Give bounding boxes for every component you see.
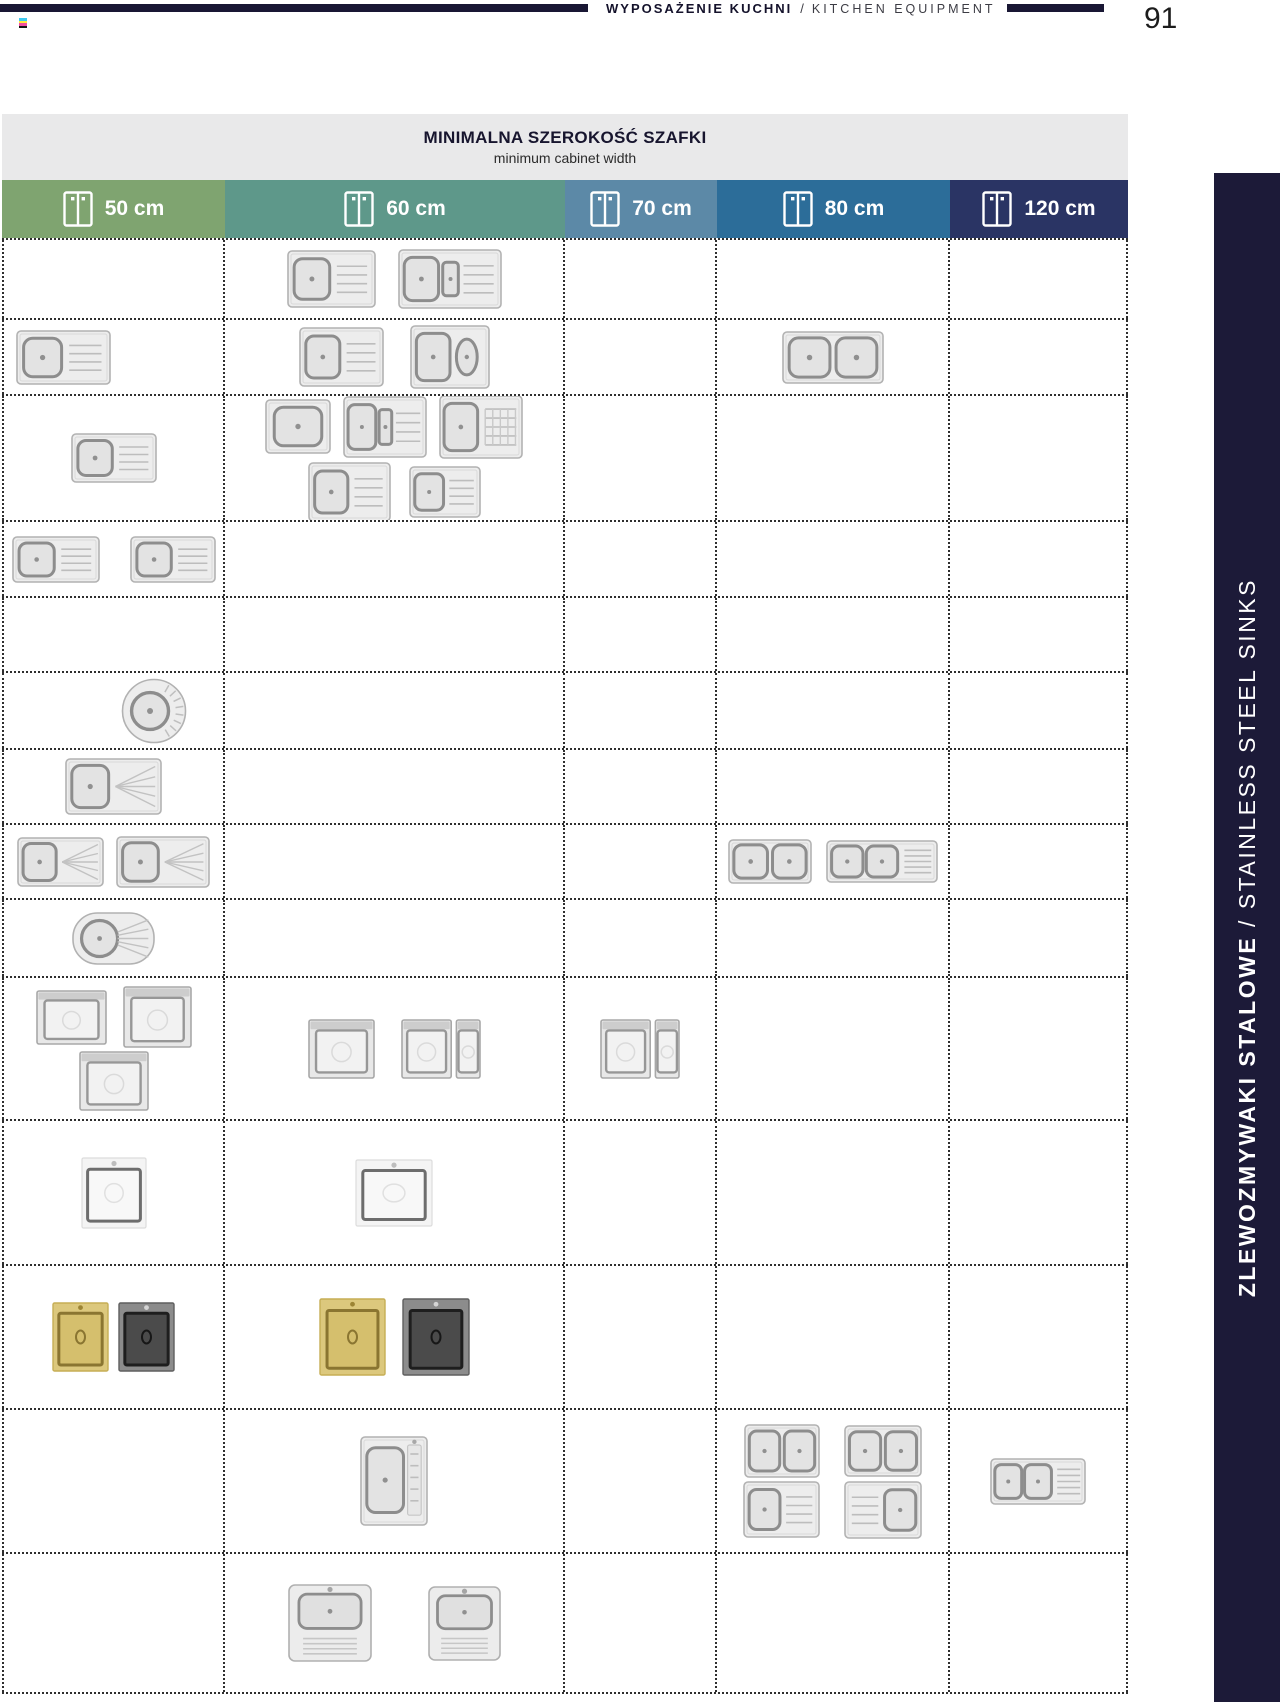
table-row	[2, 900, 1128, 978]
cell-r9-80cm	[717, 900, 950, 976]
cell-r14-60cm	[225, 1554, 565, 1692]
cell-r5-60cm	[225, 598, 565, 671]
cell-r10-120cm	[950, 978, 1128, 1119]
cell-r4-70cm	[565, 522, 717, 596]
table-row	[2, 750, 1128, 825]
sink-vert-board-image	[288, 1584, 372, 1662]
sink-bowl-drainer-image	[16, 330, 111, 385]
sink-line	[79, 1051, 149, 1111]
cell-r9-50cm	[2, 900, 225, 976]
table-row	[2, 1266, 1128, 1410]
cell-r9-120cm	[950, 900, 1128, 976]
cell-r9-60cm	[225, 900, 565, 976]
sink-bowl-image	[265, 399, 331, 454]
cell-r2-80cm	[717, 320, 950, 394]
column-header-label: 120 cm	[1024, 197, 1096, 220]
sink-bowl15-image	[410, 325, 490, 389]
cell-r13-60cm	[225, 1410, 565, 1552]
cell-r7-60cm	[225, 750, 565, 823]
header-title-en: KITCHEN EQUIPMENT	[811, 1, 996, 16]
cell-r13-50cm	[2, 1410, 225, 1552]
cell-r8-80cm	[717, 825, 950, 898]
table-row	[2, 396, 1128, 522]
cell-r5-120cm	[950, 598, 1128, 671]
cabinet-icon	[783, 191, 813, 227]
sink-line	[287, 249, 502, 309]
cell-r8-120cm	[950, 825, 1128, 898]
sidebar-vertical-text	[1234, 578, 1261, 1297]
cell-r1-70cm	[565, 240, 717, 318]
sink-bowl-drainer-image	[71, 433, 157, 483]
cell-r7-120cm	[950, 750, 1128, 823]
header-rule-left	[0, 4, 588, 12]
sink-line	[265, 396, 523, 459]
sink-square-black-image	[118, 1302, 175, 1372]
sink-line	[728, 839, 938, 884]
sink-line	[12, 536, 216, 583]
cell-r6-120cm	[950, 673, 1128, 748]
column-header-70cm	[565, 180, 717, 238]
sink-line	[299, 325, 490, 389]
cell-r13-80cm	[717, 1410, 950, 1552]
sink-bowl-drainer-image	[12, 536, 100, 583]
column-header-50cm	[2, 180, 225, 238]
cell-r13-70cm	[565, 1410, 717, 1552]
table-row	[2, 320, 1128, 396]
table-row	[2, 598, 1128, 673]
cell-r10-70cm	[565, 978, 717, 1119]
cell-r4-60cm	[225, 522, 565, 596]
table-row	[2, 522, 1128, 598]
sink-vert-side-drain-image	[360, 1436, 428, 1526]
page-number: 91	[1144, 2, 1178, 35]
cell-r14-80cm	[717, 1554, 950, 1692]
cell-r3-80cm	[717, 396, 950, 520]
table-row	[2, 1554, 1128, 1694]
cell-r1-60cm	[225, 240, 565, 318]
sink-square-modern-image	[308, 1019, 375, 1079]
print-registration-mark	[19, 18, 27, 28]
sink-table-body	[2, 238, 1128, 1694]
sink-line	[65, 758, 162, 815]
table-row	[2, 1121, 1128, 1266]
cell-r5-70cm	[565, 598, 717, 671]
cell-r11-70cm	[565, 1121, 717, 1264]
sink-double-bowl-image	[728, 839, 812, 884]
sink-square-modern-image	[79, 1051, 149, 1111]
sink-line	[308, 1019, 481, 1079]
sink-line	[288, 1584, 501, 1662]
sink-bowl-drainer-image	[299, 327, 384, 387]
column-header-label: 50 cm	[104, 197, 165, 220]
cell-r1-80cm	[717, 240, 950, 318]
sidebar-text-regular: / STAINLESS STEEL SINKS	[1233, 577, 1260, 936]
cell-r6-60cm	[225, 673, 565, 748]
table-row	[2, 978, 1128, 1121]
sink-double-bowl-drainer-image	[826, 840, 938, 883]
sink-line	[71, 433, 157, 483]
sink-line	[355, 1159, 433, 1227]
cell-r8-60cm	[225, 825, 565, 898]
cell-r1-120cm	[950, 240, 1128, 318]
table-row	[2, 673, 1128, 750]
sink-line	[81, 1157, 147, 1229]
sink-line	[308, 462, 481, 521]
sink-square-half-image	[600, 1019, 680, 1079]
sink-square-half-image	[401, 1019, 481, 1079]
sink-square-black-image	[402, 1298, 470, 1376]
table-title: MINIMALNA SZEROKOŚĆ SZAFKI	[423, 128, 707, 147]
sink-line	[743, 1481, 922, 1539]
sink-bowl15-drainer-image	[398, 249, 502, 309]
cell-r12-50cm	[2, 1266, 225, 1408]
cell-r2-50cm	[2, 320, 225, 394]
column-header-80cm	[717, 180, 950, 238]
sink-bowl-drainer-image	[743, 1481, 820, 1538]
column-header-label: 70 cm	[632, 197, 692, 220]
cabinet-icon	[590, 191, 620, 227]
sink-square-modern-image	[123, 986, 192, 1048]
sink-square-modern-image	[36, 990, 107, 1045]
cell-r1-50cm	[2, 240, 225, 318]
sink-double-bowl-image	[744, 1424, 820, 1478]
cell-r4-80cm	[717, 522, 950, 596]
sink-bowl-drainer-image	[287, 250, 376, 308]
cell-r9-70cm	[565, 900, 717, 976]
sink-square-gold-image	[319, 1298, 386, 1376]
cell-r13-120cm	[950, 1410, 1128, 1552]
cell-r6-80cm	[717, 673, 950, 748]
sink-bowl-drainer-image	[409, 466, 481, 518]
cell-r2-70cm	[565, 320, 717, 394]
cell-r7-70cm	[565, 750, 717, 823]
cell-r2-120cm	[950, 320, 1128, 394]
cell-r11-120cm	[950, 1121, 1128, 1264]
cabinet-icon	[344, 191, 374, 227]
column-header-label: 60 cm	[386, 197, 446, 220]
sink-line	[600, 1019, 680, 1079]
sink-line	[17, 836, 210, 888]
sink-bowl-drainer-image	[130, 536, 216, 583]
sink-square-gold-image	[52, 1302, 109, 1372]
sink-bowl-fan-image	[65, 758, 162, 815]
sink-line	[36, 986, 192, 1048]
table-row	[2, 1410, 1128, 1554]
sink-line	[990, 1458, 1086, 1505]
cell-r3-50cm	[2, 396, 225, 520]
sink-bowl-fan-image	[17, 837, 104, 887]
cell-r12-60cm	[225, 1266, 565, 1408]
table-row	[2, 240, 1128, 320]
sink-line	[16, 330, 111, 385]
sink-double-bowl-drainer-image	[990, 1458, 1086, 1505]
cell-r3-120cm	[950, 396, 1128, 520]
sidebar-text-bold: ZLEWOZMYWAKI STALOWE	[1233, 935, 1260, 1298]
cell-r3-70cm	[565, 396, 717, 520]
header-title-pl: WYPOSAŻENIE KUCHNI	[606, 1, 793, 16]
sink-line	[72, 912, 155, 965]
cell-r8-50cm	[2, 825, 225, 898]
cell-r6-70cm	[565, 673, 717, 748]
sink-double-bowl-image	[782, 331, 884, 384]
sink-bowl-drainer-image	[844, 1481, 922, 1539]
sink-bowl-fan-image	[116, 836, 210, 888]
page-header	[606, 0, 996, 17]
header-separator: /	[800, 1, 804, 16]
column-header-120cm	[950, 180, 1128, 238]
cell-r6-50cm	[2, 673, 225, 748]
cell-r10-80cm	[717, 978, 950, 1119]
cell-r8-70cm	[565, 825, 717, 898]
cell-r5-80cm	[717, 598, 950, 671]
cell-r2-60cm	[225, 320, 565, 394]
table-title-band	[2, 114, 1128, 180]
sink-line	[360, 1436, 428, 1526]
table-row	[2, 825, 1128, 900]
sink-square-plate-image	[81, 1157, 147, 1229]
cell-r7-50cm	[2, 750, 225, 823]
cell-r12-70cm	[565, 1266, 717, 1408]
cell-r4-50cm	[2, 522, 225, 596]
cell-r3-60cm	[225, 396, 565, 520]
column-header-60cm	[225, 180, 565, 238]
cell-r10-60cm	[225, 978, 565, 1119]
sink-line	[782, 331, 884, 384]
cell-r11-50cm	[2, 1121, 225, 1264]
sink-bowl-drainer-image	[308, 462, 391, 521]
column-header-label: 80 cm	[824, 197, 885, 220]
cell-r7-80cm	[717, 750, 950, 823]
cell-r12-80cm	[717, 1266, 950, 1408]
cell-r14-120cm	[950, 1554, 1128, 1692]
cell-r14-70cm	[565, 1554, 717, 1692]
cell-r12-120cm	[950, 1266, 1128, 1408]
cell-r5-50cm	[2, 598, 225, 671]
sink-oval-drainer-image	[72, 912, 155, 965]
sink-vert-board-image	[428, 1586, 501, 1661]
table-header-row	[2, 180, 1128, 238]
sink-line	[744, 1424, 922, 1478]
cell-r11-80cm	[717, 1121, 950, 1264]
sink-bowl15-drainer-image	[343, 396, 427, 458]
section-sidebar	[1214, 173, 1280, 1702]
sink-line	[52, 1302, 175, 1372]
sink-round-drainer-image	[121, 678, 187, 744]
sink-line	[319, 1298, 470, 1376]
sink-line	[121, 678, 187, 744]
cabinet-icon	[982, 191, 1012, 227]
sink-bowl-grid-drainer-image	[439, 396, 523, 459]
cell-r11-60cm	[225, 1121, 565, 1264]
sink-double-bowl-image	[844, 1425, 922, 1477]
cabinet-icon	[63, 191, 93, 227]
cell-r10-50cm	[2, 978, 225, 1119]
cell-r14-50cm	[2, 1554, 225, 1692]
table-subtitle: minimum cabinet width	[493, 150, 637, 166]
cell-r4-120cm	[950, 522, 1128, 596]
sink-square-plate-image	[355, 1159, 433, 1227]
header-rule-right	[1007, 4, 1104, 12]
